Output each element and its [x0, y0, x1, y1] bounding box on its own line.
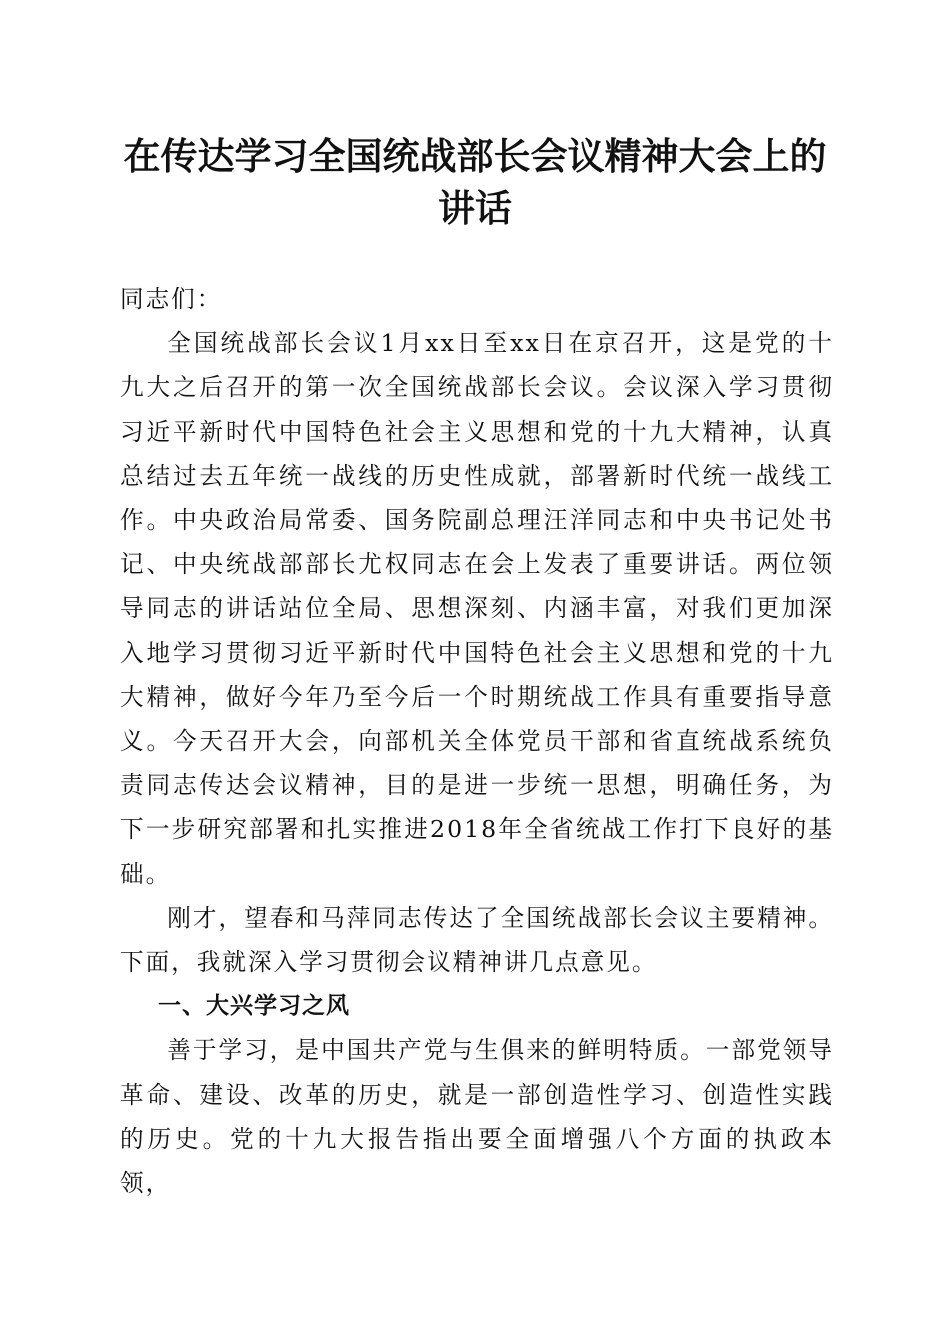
paragraph-opening: 全国统战部长会议1月xx日至xx日在京召开，这是党的十九大之后召开的第一次全国统战部长会议。会议深入学习贯彻习近平新时代中国特色社会主义思想和党的十九大精神，认真总结过去五年统一战线的历史性成就，部署新时代统一战线工作。中央政治局常委、国务院副总理汪洋同志和中央书记处书记、中央统战部部长尤权同志在会上发表了重要讲话。两位领导同志的讲话站位全局、思想深刻、内涵丰富，对我们更加深入地学习贯彻习近平新时代中国特色社会主义思想和党的十九大精神，做好今年乃至今后一个时期统战工作具有重要指导意义。今天召开大会，向部机关全体党员干部和省直统战系统负责同志传达会议精神，目的是进一步统一思想，明确任务，为下一步研究部署和扎实推进2018年全省统战工作打下良好的基础。: [120, 329, 834, 888]
paragraph-section-one: 善于学习，是中国共产党与生俱来的鲜明特质。一部党领导革命、建设、改革的历史，就是一部创造性学习、创造性实践的历史。党的十九大报告指出要全面增强八个方面的执政本领，: [120, 1036, 834, 1198]
salutation: 同志们：: [120, 285, 223, 313]
section-heading: 一、大兴学习之风: [157, 993, 350, 1020]
document-title: 在传达学习全国统战部长会议精神大会上的讲话: [123, 134, 827, 230]
document-body: [120, 277, 834, 1205]
paragraph-transition: 刚才，望春和马萍同志传达了全国统战部长会议主要精神。下面，我就深入学习贯彻会议精神讲几点意见。: [120, 903, 834, 977]
